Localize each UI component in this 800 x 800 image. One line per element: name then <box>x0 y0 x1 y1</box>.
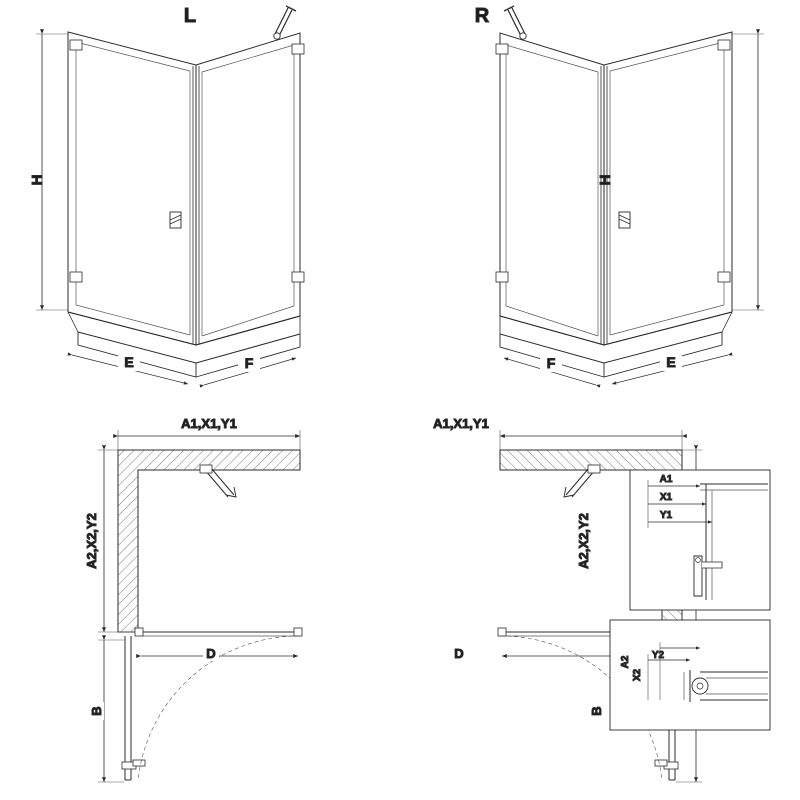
view-right-3d <box>496 6 764 385</box>
view-label-L: L <box>183 5 197 27</box>
detail-label-x2: X2 <box>632 668 643 682</box>
dim-E-right: E <box>666 354 676 370</box>
dim-A1X1Y1-left: A1,X1,Y1 <box>181 416 237 431</box>
dim-B-right: B <box>589 706 604 716</box>
dim-D-left: D <box>206 646 216 661</box>
detail-label-y2: Y2 <box>651 650 665 661</box>
view-left-3d <box>29 5 304 385</box>
dim-height-left: H <box>29 174 46 186</box>
dim-A1X1Y1-right: A1,X1,Y1 <box>433 416 489 431</box>
detail-label-x1: X1 <box>659 492 673 503</box>
dim-height-right: H <box>597 174 614 186</box>
dim-F-left: F <box>244 355 254 371</box>
dim-F-right: F <box>546 355 556 371</box>
dim-B-left: B <box>89 706 104 716</box>
dim-A2X2Y2-left: A2,X2,Y2 <box>84 513 99 569</box>
dim-D-right: D <box>454 646 464 661</box>
dim-E-left: E <box>124 354 134 370</box>
detail-top-profile <box>630 470 770 610</box>
handle-icon <box>170 212 181 228</box>
detail-label-y1: Y1 <box>659 510 673 521</box>
view-label-R: R <box>474 5 490 27</box>
detail-label-a1: A1 <box>659 474 673 485</box>
handle-icon <box>619 212 630 228</box>
detail-bottom-profile <box>610 620 770 730</box>
dim-A2X2Y2-right: A2,X2,Y2 <box>576 513 591 569</box>
detail-label-a2: A2 <box>620 655 631 669</box>
plan-view-left <box>84 416 302 782</box>
